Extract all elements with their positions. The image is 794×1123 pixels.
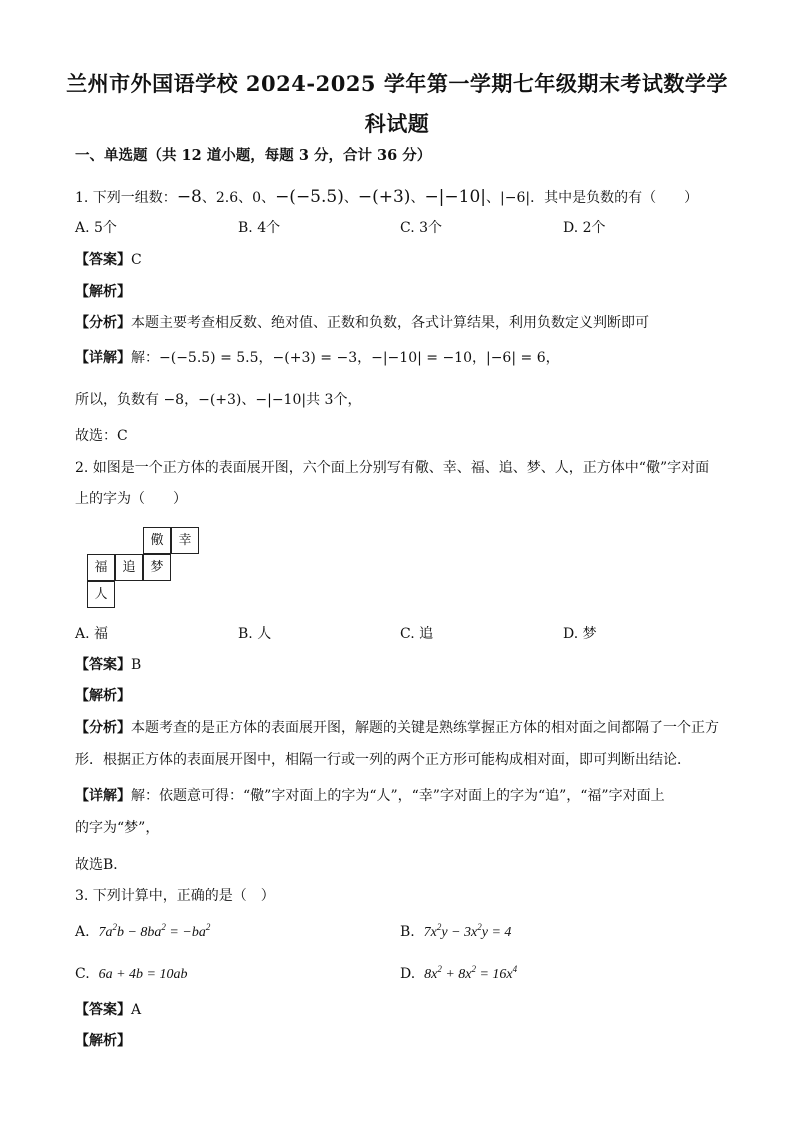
q3-answer bbox=[75, 1000, 141, 1020]
q1-num-7: |−6| bbox=[500, 190, 531, 206]
q3-option-c bbox=[75, 964, 187, 985]
q2-fenxi-text-1: 本题考查的是正方体的表面展开图，解题的关键是熟练掌握正方体的相对面之间都隔了一个正方 bbox=[131, 720, 719, 736]
q3-option-d bbox=[400, 964, 517, 985]
net-cell-3: 福 bbox=[87, 554, 115, 581]
q2-detail-line1 bbox=[75, 786, 665, 806]
net-cell-5: 梦 bbox=[143, 554, 171, 581]
q1-fenxi-text: 本题主要考查相反数、绝对值、正数和负数，各式计算结果，利用负数定义判断即可 bbox=[131, 315, 649, 331]
section-heading: 一、单选题（共 12 道小题，每题 3 分，合计 36 分） bbox=[75, 147, 432, 164]
q1-num-6: −|−10| bbox=[424, 187, 487, 207]
detail-label: 【详解】 bbox=[75, 788, 131, 804]
q3-answer-value: A bbox=[131, 1002, 142, 1018]
q2-option-b: B. 人 bbox=[238, 626, 272, 642]
q1-num-1: −8 bbox=[176, 187, 202, 207]
q1-option-d: D. 2个 bbox=[563, 220, 606, 236]
q1-num-3: 0 bbox=[252, 190, 262, 206]
net-cell-4: 追 bbox=[115, 554, 143, 581]
q1-answer bbox=[75, 250, 142, 270]
q2-option-a: A. 福 bbox=[75, 626, 109, 642]
q2-stem-line2: 上的字为（ ） bbox=[75, 491, 187, 507]
q2-detail-text-1: 解：依题意可得：“儆”字对面上的字为“人”，“幸”字对面上的字为“追”，“福”字对面上 bbox=[131, 788, 665, 804]
q2-option-d: D. 梦 bbox=[563, 626, 597, 642]
q2-answer-value: B bbox=[131, 657, 142, 673]
q3-option-c-expr: 6a + 4b = 10ab bbox=[98, 967, 188, 982]
doc-title-line1: 兰州市外国语学校 2024-2025 学年第一学期七年级期末考试数学学 bbox=[66, 71, 728, 96]
q3-option-b bbox=[400, 922, 511, 943]
q2-option-c: C. 追 bbox=[400, 626, 434, 642]
q1-option-c: C. 3个 bbox=[400, 220, 443, 236]
q1-num-4: −(−5.5) bbox=[275, 187, 344, 207]
q2-choose: 故选B． bbox=[75, 857, 128, 873]
q3-analysis-label: 【解析】 bbox=[75, 1033, 131, 1049]
q3-option-d-expr: $8x^2 + 8x^2 = 16x^4$ bbox=[424, 964, 518, 982]
q2-answer bbox=[75, 655, 141, 675]
q2-detail-line2: 的字为“梦”， bbox=[75, 820, 160, 836]
q2-stem-line1: 2. 如图是一个正方体的表面展开图，六个面上分别写有儆、幸、福、追、梦、人，正方体中“儆”字对面 bbox=[75, 460, 710, 476]
fenxi-label: 【分析】 bbox=[75, 720, 131, 736]
q1-option-b: B. 4个 bbox=[238, 220, 281, 236]
q3-option-c-label: C. bbox=[75, 966, 90, 982]
answer-label: 【答案】 bbox=[75, 657, 131, 673]
q2-fenxi-line1 bbox=[75, 718, 719, 738]
net-cell-1: 儆 bbox=[143, 527, 171, 554]
q1-option-a: A. 5个 bbox=[75, 220, 117, 236]
q1-prefix: 1. 下列一组数： bbox=[75, 190, 177, 206]
q1-detail-text: 解：−(−5.5) = 5.5，−(+3) = −3，−|−10| = −10，|−6| = 6， bbox=[131, 350, 560, 366]
cube-net-figure bbox=[85, 527, 205, 613]
q1-num-2: 2.6 bbox=[215, 190, 239, 206]
answer-label: 【答案】 bbox=[75, 1002, 131, 1018]
q1-fenxi bbox=[75, 313, 649, 333]
q1-num-5: −(+3) bbox=[357, 187, 411, 207]
q1-detail bbox=[75, 348, 560, 368]
q2-analysis-label: 【解析】 bbox=[75, 688, 131, 704]
q1-stem: 1. 下列一组数：−8、2.6、0、−(−5.5)、−(+3)、−|−10|、|−6|．其中是负数的有（ ） bbox=[75, 187, 699, 207]
q1-choose: 故选：C bbox=[75, 428, 128, 444]
q1-suffix: ．其中是负数的有（ ） bbox=[530, 190, 699, 206]
q3-option-a-label: A. bbox=[75, 924, 90, 940]
doc-title-line2: 科试题 bbox=[364, 111, 430, 136]
q3-stem: 3. 下列计算中，正确的是（ ） bbox=[75, 888, 275, 904]
q1-analysis-label: 【解析】 bbox=[75, 284, 131, 300]
q1-answer-value: C bbox=[131, 252, 142, 268]
q3-option-a-expr: $7a^2b - 8ba^2 = -ba^2$ bbox=[98, 922, 211, 940]
q1-conclusion: 所以，负数有 −8，−(+3)、−|−10|共 3个， bbox=[75, 392, 362, 408]
answer-label: 【答案】 bbox=[75, 252, 131, 268]
detail-label: 【详解】 bbox=[75, 350, 131, 366]
q3-option-b-label: B. bbox=[400, 924, 415, 940]
q2-fenxi-line2: 形．根据正方体的表面展开图中，相隔一行或一列的两个正方形可能构成相对面，即可判断出结论． bbox=[75, 752, 691, 768]
fenxi-label: 【分析】 bbox=[75, 315, 131, 331]
q3-option-b-expr: $7x^2y - 3x^2y = 4$ bbox=[423, 922, 512, 940]
net-cell-6: 人 bbox=[87, 581, 115, 608]
net-cell-2: 幸 bbox=[171, 527, 199, 554]
q3-option-d-label: D. bbox=[400, 966, 416, 982]
q3-option-a bbox=[75, 922, 210, 943]
